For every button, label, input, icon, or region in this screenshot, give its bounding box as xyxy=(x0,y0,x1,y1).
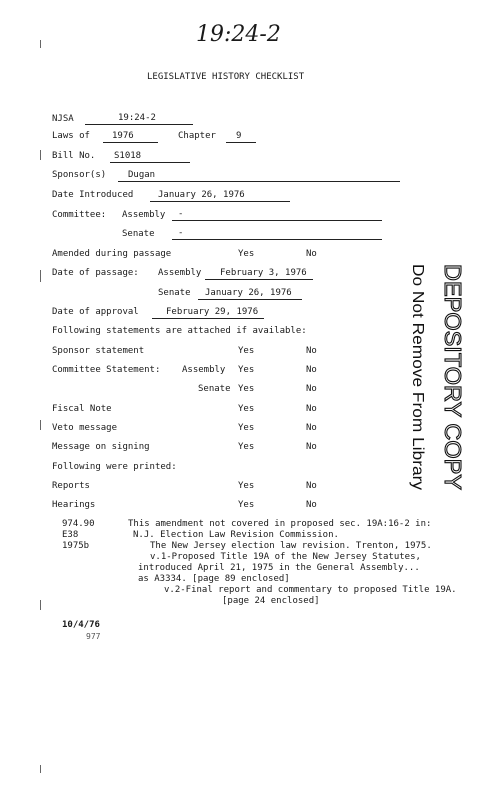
note-line: as A3334. [page 89 enclosed] xyxy=(138,574,290,584)
committee-senate-yes: Yes xyxy=(238,384,255,394)
passage-assembly-value: February 3, 1976 xyxy=(220,268,307,278)
committee-assembly-value: - xyxy=(178,209,184,219)
margin-line xyxy=(40,150,41,160)
committee-assembly-line xyxy=(172,220,382,221)
reports-no: No xyxy=(306,481,317,491)
amended-yes: Yes xyxy=(238,249,255,259)
committee-assembly-label: Assembly xyxy=(122,210,166,220)
bill-value: S1018 xyxy=(114,151,142,161)
note-line: N.J. Election Law Revision Commission. xyxy=(133,530,339,540)
chapter-line xyxy=(226,142,256,143)
veto-message-no: No xyxy=(306,423,317,433)
footer-date: 10/4/76 xyxy=(62,620,100,630)
call-number: E38 xyxy=(62,530,79,540)
stamp-line2: Do Not Remove From Library xyxy=(409,264,426,473)
call-number: 1975b xyxy=(62,541,90,551)
handwritten-title: 19:24-2 xyxy=(196,22,281,47)
approval-value: February 29, 1976 xyxy=(166,307,259,317)
date-introduced-label: Date Introduced xyxy=(52,190,134,200)
note-line: v.1-Proposed Title 19A of the New Jersey Statutes, xyxy=(150,552,421,562)
note-line: [page 24 enclosed] xyxy=(222,596,320,606)
printed-heading: Following were printed: xyxy=(52,462,177,472)
depository-stamp-graphic xyxy=(403,262,473,492)
margin-line xyxy=(40,270,41,282)
stamp-line1: DEPOSITORY COPY xyxy=(440,264,466,486)
note-line: This amendment not covered in proposed sec. 19A:16-2 in: xyxy=(128,519,432,529)
approval-label: Date of approval xyxy=(52,307,139,317)
committee-senate-line xyxy=(172,239,382,240)
committee-senate-value: - xyxy=(178,228,184,238)
njsa-value: 19:24-2 xyxy=(118,113,156,123)
margin-line xyxy=(40,40,41,48)
fiscal-note-no: No xyxy=(306,404,317,414)
chapter-value: 9 xyxy=(236,131,242,141)
amended-no: No xyxy=(306,249,317,259)
fiscal-note-label: Fiscal Note xyxy=(52,404,112,414)
passage-label: Date of passage: xyxy=(52,268,139,278)
sponsor-label: Sponsor(s) xyxy=(52,170,107,180)
committee-assembly-no: No xyxy=(306,365,317,375)
veto-message-label: Veto message xyxy=(52,423,118,433)
margin-line xyxy=(40,420,41,430)
passage-senate-line xyxy=(198,299,302,300)
sponsor-statement-no: No xyxy=(306,346,317,356)
checklist-title: LEGISLATIVE HISTORY CHECKLIST xyxy=(147,72,305,82)
njsa-line xyxy=(85,124,193,125)
approval-line xyxy=(152,318,264,319)
sponsor-statement-label: Sponsor statement xyxy=(52,346,145,356)
committee-statement-senate: Senate xyxy=(198,384,231,394)
fiscal-note-yes: Yes xyxy=(238,404,255,414)
amended-label: Amended during passage xyxy=(52,249,172,259)
hearings-no: No xyxy=(306,500,317,510)
reports-label: Reports xyxy=(52,481,90,491)
reports-yes: Yes xyxy=(238,481,255,491)
sponsor-line xyxy=(118,181,400,182)
laws-line xyxy=(103,142,158,143)
committee-label: Committee: xyxy=(52,210,107,220)
chapter-label: Chapter xyxy=(178,131,216,141)
note-line: introduced April 21, 1975 in the General Assembly... xyxy=(138,563,420,573)
committee-senate-label: Senate xyxy=(122,229,155,239)
margin-line xyxy=(40,765,41,773)
bill-label: Bill No. xyxy=(52,151,96,161)
passage-assembly-label: Assembly xyxy=(158,268,202,278)
veto-message-yes: Yes xyxy=(238,423,255,433)
message-on-signing-yes: Yes xyxy=(238,442,255,452)
depository-stamp xyxy=(403,262,473,492)
committee-senate-no: No xyxy=(306,384,317,394)
laws-value: 1976 xyxy=(112,131,134,141)
sponsor-statement-yes: Yes xyxy=(238,346,255,356)
statements-heading: Following statements are attached if available: xyxy=(52,326,307,336)
margin-line xyxy=(40,600,41,610)
message-on-signing-no: No xyxy=(306,442,317,452)
call-number: 974.90 xyxy=(62,519,95,529)
footer-stamp-code: 977 xyxy=(86,632,101,641)
hearings-yes: Yes xyxy=(238,500,255,510)
laws-label: Laws of xyxy=(52,131,90,141)
committee-assembly-yes: Yes xyxy=(238,365,255,375)
note-line: v.2-Final report and commentary to proposed Title 19A. xyxy=(164,585,457,595)
committee-statement-assembly: Assembly xyxy=(182,365,226,375)
note-line: The New Jersey election law revision. Trenton, 1975. xyxy=(150,541,432,551)
committee-statement-label: Committee Statement: xyxy=(52,365,161,375)
date-introduced-line xyxy=(150,201,290,202)
bill-line xyxy=(110,162,190,163)
message-on-signing-label: Message on signing xyxy=(52,442,150,452)
passage-senate-value: January 26, 1976 xyxy=(205,288,292,298)
hearings-label: Hearings xyxy=(52,500,96,510)
sponsor-value: Dugan xyxy=(128,170,156,180)
passage-senate-label: Senate xyxy=(158,288,191,298)
date-introduced-value: January 26, 1976 xyxy=(158,190,245,200)
njsa-label: NJSA xyxy=(52,114,74,124)
passage-assembly-line xyxy=(205,279,313,280)
